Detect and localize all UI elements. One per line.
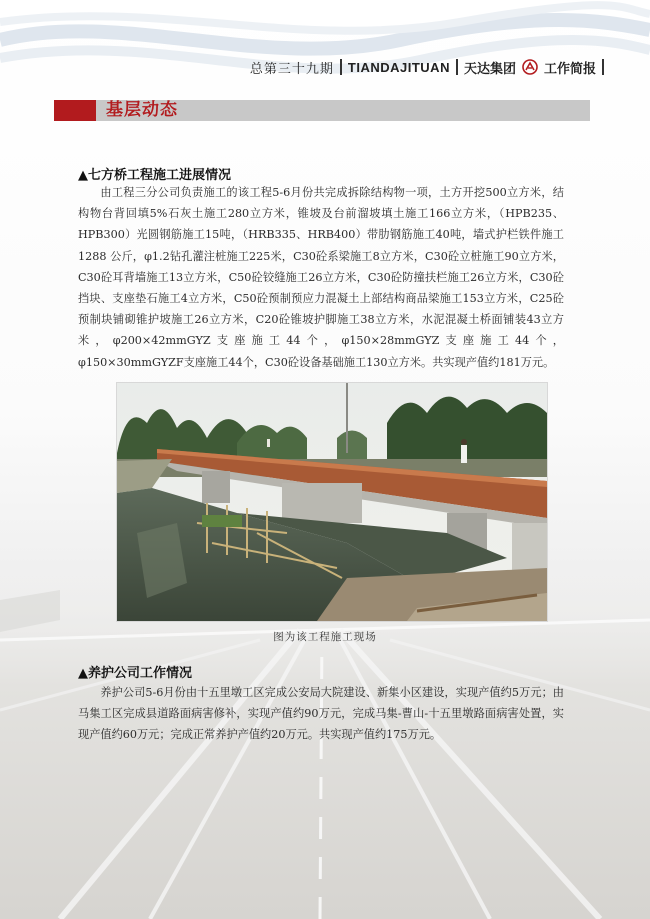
article-body-qifangqiao: 由工程三分公司负责施工的该工程5-6月份共完成拆除结构物一项，土方开挖500立方米，结构物台背回填5%石灰土施工280立方米，锥坡及台前溜坡填土施工166立方米，（HPB235、HPB300）光圆钢筋施工15吨，（HRB335、HRB400）带肋钢筋施工40吨，墙式护栏铁件施工1288 公斤，φ1.2钻孔灌注桩施工225米，C30砼系梁施工8立方米，C30砼立桩施工90立方米，C30砼耳背墙施工13立方米，C50砼铰缝施工26立方米，C30砼防撞扶栏施工26立方米，C30砼挡块、支座垫石施工4立方米，C50砼预制预应力混凝土上部结构商品梁施工153立方米，C25砼预制块铺砌锥护坡施工26立方米，C20砼锥坡护脚施工38立方米，水泥混凝土桥面铺装43立方米，φ200×42mmGYZ支座施工44个，φ150×28mmGYZ支座施工44个，φ150×30mmGYZF支座施工44个，C30砼设备基础施工130立方米。共实现产值约181万元。 [78, 186, 564, 369]
page-header [250, 56, 604, 78]
header-divider [340, 59, 342, 75]
bridge-construction-image [117, 383, 547, 621]
section-banner [54, 100, 590, 121]
article-body-maintenance: 养护公司5-6月份由十五里墩工区完成公安局大院建设、新集小区建设，实现产值约5万元；由马集工区完成县道路面病害修补，实现产值约90万元，完成马集-曹山-十五里墩路面病害处置，实现产值约60万元；完成正常养护产值约20万元。共实现产值约175万元。 [78, 686, 564, 742]
section-accent-block [54, 100, 96, 121]
brand-name: TIANDAJITUAN [347, 59, 450, 75]
group-name: 天达集团 [463, 60, 516, 76]
header-divider [602, 59, 604, 75]
article-heading-qifangqiao: ▲七方桥工程施工进展情况 [78, 168, 231, 183]
brief-title: 工作简报 [543, 60, 596, 76]
photo-caption: 图为该工程施工现场 [273, 631, 377, 643]
header-wave-decoration [0, 0, 650, 110]
section-title: 基层动态 [106, 100, 178, 120]
construction-site-photo [116, 382, 548, 622]
issue-number: 总第三十九期 [249, 61, 334, 77]
company-logo-icon [522, 59, 538, 75]
header-divider [456, 59, 458, 75]
article-heading-maintenance: ▲养护公司工作情况 [78, 666, 192, 681]
